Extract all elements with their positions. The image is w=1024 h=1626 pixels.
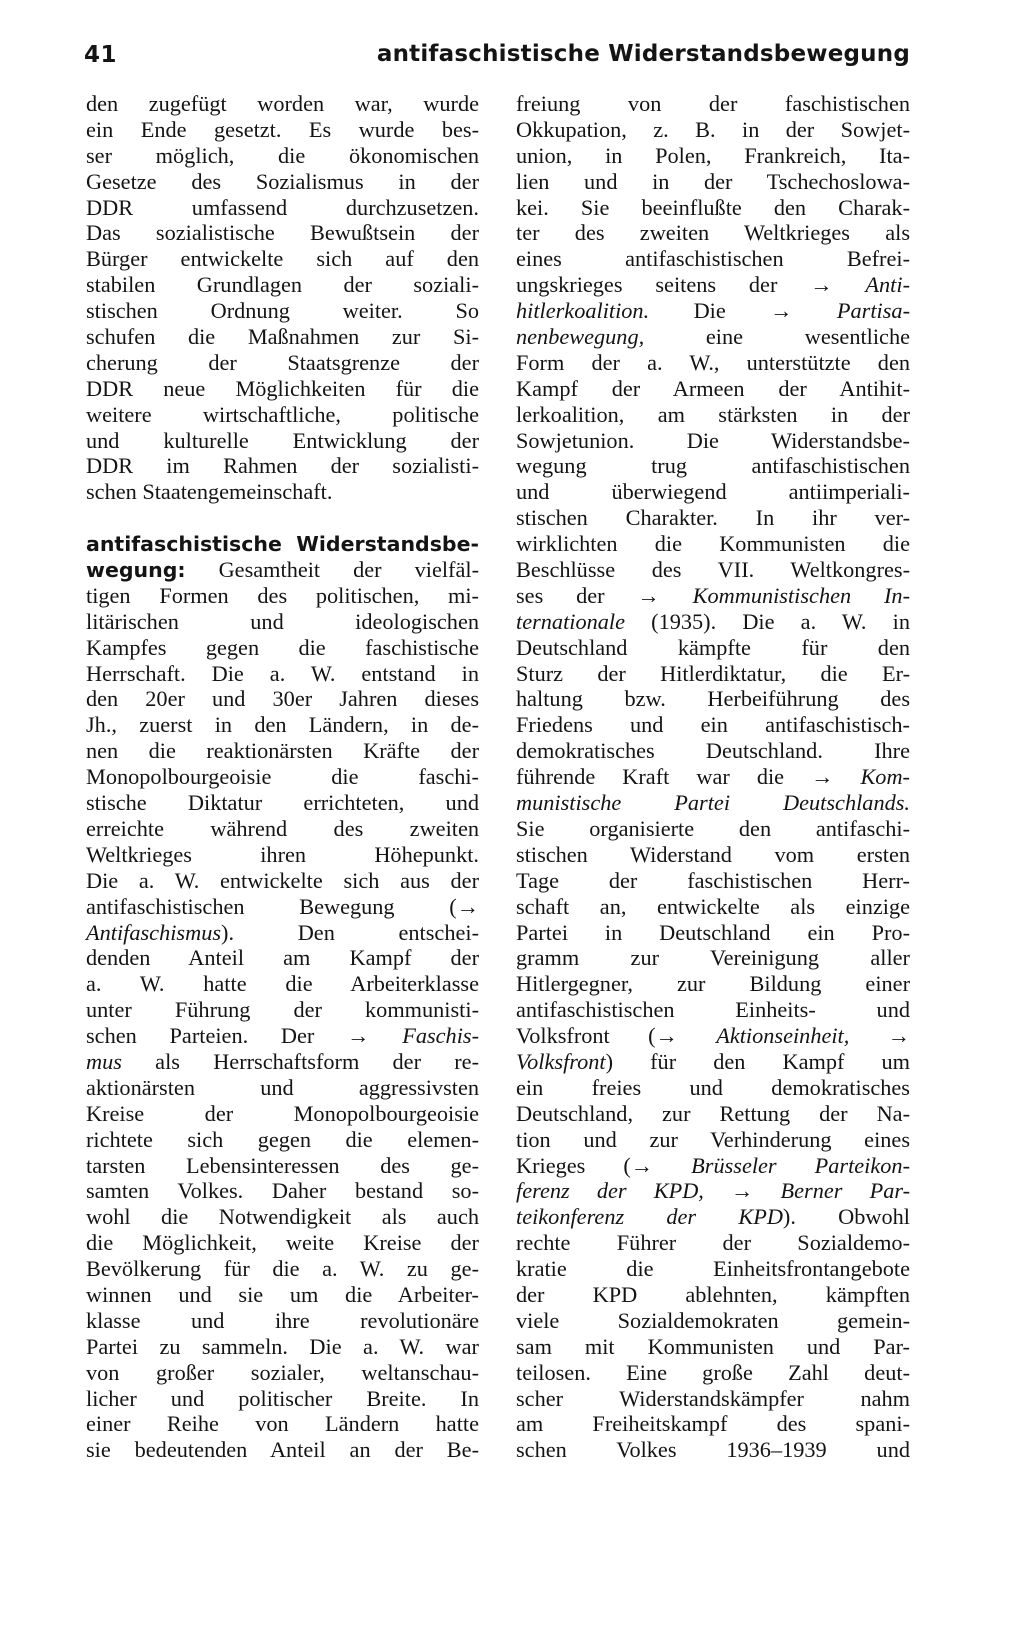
- text-line: [86, 945, 479, 971]
- text-run: erreichte während des zweiten: [86, 815, 479, 841]
- text-run: schaft an, entwickelte als einzige: [516, 893, 910, 919]
- text-line: [86, 686, 479, 712]
- text-run: Sturz der Hitlerdiktatur, die Er-: [516, 660, 910, 686]
- text-line: [86, 920, 479, 946]
- entry-term: wegung:: [86, 558, 186, 583]
- text-line: [86, 402, 479, 428]
- cross-reference: ternationale: [516, 608, 625, 634]
- text-line: [516, 1256, 910, 1282]
- text-line: [516, 1023, 910, 1049]
- text-line: [86, 350, 479, 376]
- text-run: klasse und ihre revolutionäre: [86, 1307, 479, 1333]
- text-line: [86, 117, 479, 143]
- text-run: Kampfes gegen die faschistische: [86, 634, 479, 660]
- text-line: [86, 738, 479, 764]
- text-run: schen Parteien. Der →: [86, 1023, 403, 1049]
- text-run: stischen Charakter. In ihr ver-: [516, 505, 910, 531]
- text-run: antifaschistischen Einheits- und: [516, 997, 910, 1023]
- text-line: [516, 1437, 910, 1463]
- running-title: antifaschistische Widerstandsbewegung: [376, 41, 910, 67]
- text-line: [86, 1334, 479, 1360]
- cross-reference: Partisa-: [836, 298, 910, 324]
- entry-term: antifaschistische Widerstandsbe-: [86, 532, 479, 557]
- text-line: [86, 272, 479, 298]
- text-run: stischen Ordnung weiter. So: [86, 298, 479, 324]
- text-run: Bürger entwickelte sich auf den: [86, 246, 479, 272]
- text-run: ungskrieges seitens der →: [516, 272, 866, 298]
- text-run: freiung von der faschistischen: [516, 91, 910, 116]
- text-line: [516, 738, 910, 764]
- text-line: [86, 143, 479, 169]
- text-run: antifaschistischen Bewegung (→: [86, 893, 479, 919]
- text-run: tion und zur Verhinderung eines: [516, 1126, 910, 1152]
- text-line: [86, 842, 479, 868]
- text-run: stischen Widerstand vom ersten: [516, 841, 910, 867]
- text-run: eines antifaschistischen Befrei-: [516, 246, 910, 272]
- text-line: [86, 1178, 479, 1204]
- text-run: wegung trug antifaschistischen: [516, 453, 910, 479]
- text-line: [516, 842, 910, 868]
- text-run: sie bedeutenden Anteil an der Be-: [86, 1437, 479, 1463]
- text-run: Die →: [649, 298, 837, 324]
- text-run: ). Den entschei-: [221, 919, 479, 945]
- text-line: [516, 117, 910, 143]
- text-line: [516, 1075, 910, 1101]
- cross-reference: hitlerkoalition.: [516, 298, 650, 324]
- cross-reference: munistische Partei Deutschlands.: [516, 790, 910, 816]
- text-run: Jh., zuerst in den Ländern, in de-: [86, 712, 479, 738]
- text-run: haltung bzw. Herbeiführung des: [516, 686, 910, 712]
- text-run: schufen die Maßnahmen zur Si-: [86, 324, 479, 350]
- text-line: [86, 1230, 479, 1256]
- text-run: Form der a. W., unterstützte den: [516, 349, 910, 375]
- text-run: ein Ende gesetzt. Es wurde bes-: [86, 116, 479, 142]
- text-line: [516, 143, 910, 169]
- text-line: [86, 1282, 479, 1308]
- text-run: tarsten Lebensinteressen des ge-: [86, 1152, 479, 1178]
- text-line: [516, 583, 910, 609]
- text-line: [516, 945, 910, 971]
- cross-reference: mus: [86, 1048, 122, 1074]
- text-run: die Möglichkeit, weite Kreise der: [86, 1230, 479, 1256]
- text-line: [86, 1256, 479, 1282]
- text-run: cherung der Staatsgrenze der: [86, 349, 479, 375]
- text-run: den zugefügt worden war, wurde: [86, 91, 479, 116]
- text-run: →: [703, 1178, 781, 1204]
- text-line: [86, 453, 479, 479]
- text-run: von großer sozialer, weltanschau-: [86, 1359, 479, 1385]
- text-line: [516, 453, 910, 479]
- text-run: gramm zur Vereinigung aller: [516, 945, 910, 971]
- cross-reference: Faschis-: [402, 1023, 479, 1049]
- text-line: [86, 868, 479, 894]
- text-run: Kreise der Monopolbourgeoisie: [86, 1100, 479, 1126]
- text-run: führende Kraft war die →: [516, 764, 861, 790]
- text-run: Friedens und ein antifaschistisch-: [516, 712, 910, 738]
- text-line: [516, 557, 910, 583]
- right-text-column: [516, 91, 910, 1463]
- text-line: [86, 1049, 479, 1075]
- text-line: [516, 997, 910, 1023]
- text-line: [86, 557, 479, 583]
- cross-reference: teikonferenz der KPD: [516, 1204, 783, 1230]
- text-line: [86, 609, 479, 635]
- text-run: demokratisches Deutschland. Ihre: [516, 738, 910, 764]
- text-run: richtete sich gegen die elemen-: [86, 1126, 479, 1152]
- text-run: ein freies und demokratisches: [516, 1074, 910, 1100]
- cross-reference: Volksfront: [516, 1048, 606, 1074]
- text-line: [516, 1127, 910, 1153]
- text-run: Beschlüsse des VII. Weltkongres-: [516, 557, 910, 583]
- text-line: [86, 169, 479, 195]
- text-line: [516, 1282, 910, 1308]
- text-line: [86, 220, 479, 246]
- text-run: union, in Polen, Frankreich, Ita-: [516, 142, 910, 168]
- text-run: lerkoalition, am stärksten in der: [516, 401, 910, 427]
- text-run: tigen Formen des politischen, mi-: [86, 582, 479, 608]
- text-line: [516, 971, 910, 997]
- text-run: ser möglich, die ökonomischen: [86, 142, 479, 168]
- text-line: [516, 920, 910, 946]
- text-run: der KPD ablehnten, kämpften: [516, 1281, 910, 1307]
- text-line: [516, 764, 910, 790]
- text-line: [86, 894, 479, 920]
- text-line: [516, 661, 910, 687]
- text-line: [516, 868, 910, 894]
- text-run: schen Staatengemeinschaft.: [86, 479, 333, 505]
- text-line: [516, 195, 910, 221]
- text-line: [516, 272, 910, 298]
- text-line: [516, 531, 910, 557]
- text-run: DDR neue Möglichkeiten für die: [86, 375, 479, 401]
- text-run: Krieges (→: [516, 1152, 692, 1178]
- text-run: eine wesentliche: [644, 324, 910, 350]
- text-run: Partei zu sammeln. Die a. W. war: [86, 1333, 479, 1359]
- text-line: [86, 298, 479, 324]
- text-run: stische Diktatur errichteten, und: [86, 790, 479, 816]
- text-run: rechte Führer der Sozialdemo-: [516, 1230, 910, 1256]
- text-line: [516, 246, 910, 272]
- text-line: [86, 764, 479, 790]
- text-line: [516, 635, 910, 661]
- text-run: Deutschland, zur Rettung der Na-: [516, 1100, 910, 1126]
- text-line: [86, 1023, 479, 1049]
- text-line: [86, 246, 479, 272]
- text-run: Kampf der Armeen der Antihit-: [516, 375, 910, 401]
- text-line: [86, 1127, 479, 1153]
- text-run: aktionärsten und aggressivsten: [86, 1074, 479, 1100]
- text-line: [86, 1075, 479, 1101]
- text-line: [516, 894, 910, 920]
- left-text-column: [86, 91, 479, 1463]
- cross-reference: Kommunistischen In-: [692, 582, 910, 608]
- text-run: Weltkrieges ihren Höhepunkt.: [86, 841, 479, 867]
- cross-reference: Brüsseler Parteikon-: [691, 1152, 910, 1178]
- text-line: [516, 1230, 910, 1256]
- text-line: [516, 505, 910, 531]
- running-head: [80, 38, 910, 78]
- text-line: [516, 1308, 910, 1334]
- text-line: [86, 195, 479, 221]
- text-run: Bevölkerung für die a. W. zu ge-: [86, 1256, 479, 1282]
- text-line: [86, 1153, 479, 1179]
- text-line: [516, 1411, 910, 1437]
- text-line: [516, 402, 910, 428]
- text-line: [86, 661, 479, 687]
- text-run: und kulturelle Entwicklung der: [86, 427, 479, 453]
- text-run: ses der →: [516, 582, 693, 608]
- text-line: [86, 376, 479, 402]
- text-run: kratie die Einheitsfrontangebote: [516, 1256, 910, 1282]
- text-run: DDR im Rahmen der sozialisti-: [86, 453, 479, 479]
- text-line: [86, 712, 479, 738]
- text-run: Monopolbourgeoisie die faschi-: [86, 764, 479, 790]
- text-line: [86, 1308, 479, 1334]
- text-run: wirklichten die Kommunisten die: [516, 531, 910, 557]
- text-run: kei. Sie beeinflußte den Charak-: [516, 194, 910, 220]
- text-line: [86, 997, 479, 1023]
- text-run: (1935). Die a. W. in: [625, 608, 910, 634]
- text-line: [516, 479, 910, 505]
- cross-reference: Kom-: [860, 764, 910, 790]
- paragraph-gap: [86, 505, 479, 531]
- text-line: [516, 428, 910, 454]
- text-line: [516, 1178, 910, 1204]
- text-line: [86, 324, 479, 350]
- cross-reference: nenbewegung,: [516, 324, 645, 350]
- text-run: lien und in der Tschechoslowa-: [516, 168, 910, 194]
- text-line: [516, 324, 910, 350]
- text-line: [516, 1386, 910, 1412]
- text-line: [516, 1101, 910, 1127]
- text-line: [516, 1204, 910, 1230]
- text-run: Sie organisierte den antifaschi-: [516, 815, 910, 841]
- text-line: [86, 428, 479, 454]
- text-run: als Herrschaftsform der re-: [121, 1048, 479, 1074]
- text-run: Gesetze des Sozialismus in der: [86, 168, 479, 194]
- text-line: [516, 609, 910, 635]
- text-run: Tage der faschistischen Herr-: [516, 867, 910, 893]
- text-line: [516, 91, 910, 117]
- text-run: wohl die Notwendigkeit als auch: [86, 1204, 479, 1230]
- text-line: [86, 816, 479, 842]
- text-line: [86, 1101, 479, 1127]
- text-line: [516, 1049, 910, 1075]
- text-run: Das sozialistische Bewußtsein der: [86, 220, 479, 246]
- text-run: einer Reihe von Ländern hatte: [86, 1411, 479, 1437]
- text-run: licher und politischer Breite. In: [86, 1385, 479, 1411]
- text-run: Gesamtheit der vielfäl-: [185, 557, 479, 583]
- text-line: [516, 1360, 910, 1386]
- text-run: Volksfront (→: [516, 1023, 717, 1049]
- text-run: Sowjetunion. Die Widerstandsbe-: [516, 427, 910, 453]
- text-line: [86, 1204, 479, 1230]
- text-line: [86, 635, 479, 661]
- text-run: viele Sozialdemokraten gemein-: [516, 1307, 910, 1333]
- text-line: [516, 298, 910, 324]
- page-number: 41: [84, 42, 118, 68]
- text-run: Herrschaft. Die a. W. entstand in: [86, 660, 479, 686]
- text-run: Okkupation, z. B. in der Sowjet-: [516, 116, 910, 142]
- text-line: [516, 376, 910, 402]
- text-run: und überwiegend antiimperiali-: [516, 479, 910, 505]
- cross-reference: Berner Par-: [780, 1178, 910, 1204]
- text-line: [86, 1437, 479, 1463]
- text-run: →: [849, 1023, 911, 1049]
- text-line: [516, 816, 910, 842]
- text-run: Partei in Deutschland ein Pro-: [516, 919, 910, 945]
- text-line: [86, 583, 479, 609]
- cross-reference: Anti-: [865, 272, 910, 298]
- text-run: sam mit Kommunisten und Par-: [516, 1333, 910, 1359]
- text-line: [516, 350, 910, 376]
- text-run: nen die reaktionärsten Kräfte der: [86, 738, 479, 764]
- text-line: [86, 1360, 479, 1386]
- text-run: stabilen Grundlagen der soziali-: [86, 272, 479, 298]
- text-line: [86, 531, 479, 557]
- cross-reference: Aktionseinheit,: [716, 1023, 850, 1049]
- cross-reference: Antifaschismus: [86, 919, 222, 945]
- text-run: DDR umfassend durchzusetzen.: [86, 194, 479, 220]
- text-line: [86, 1386, 479, 1412]
- text-line: [516, 790, 910, 816]
- text-run: samten Volkes. Daher bestand so-: [86, 1178, 479, 1204]
- text-run: weitere wirtschaftliche, politische: [86, 401, 479, 427]
- text-line: [86, 971, 479, 997]
- text-run: scher Widerstandskämpfer nahm: [516, 1385, 910, 1411]
- text-line: [516, 220, 910, 246]
- text-run: den 20er und 30er Jahren dieses: [86, 686, 479, 712]
- text-run: unter Führung der kommunisti-: [86, 997, 479, 1023]
- text-run: ). Obwohl: [782, 1204, 910, 1230]
- text-line: [86, 91, 479, 117]
- text-line: [86, 1411, 479, 1437]
- text-run: am Freiheitskampf des spani-: [516, 1411, 910, 1437]
- text-run: ) für den Kampf um: [605, 1048, 910, 1074]
- text-line: [516, 686, 910, 712]
- cross-reference: ferenz der KPD,: [516, 1178, 704, 1204]
- text-run: teilosen. Eine große Zahl deut-: [516, 1359, 910, 1385]
- text-line: [516, 1334, 910, 1360]
- text-run: schen Volkes 1936–1939 und: [516, 1437, 910, 1463]
- text-run: denden Anteil am Kampf der: [86, 945, 479, 971]
- text-run: winnen und sie um die Arbeiter-: [86, 1281, 479, 1307]
- text-run: ter des zweiten Weltkrieges als: [516, 220, 910, 246]
- text-line: [86, 790, 479, 816]
- text-line: [516, 712, 910, 738]
- text-run: a. W. hatte die Arbeiterklasse: [86, 971, 479, 997]
- text-run: litärischen und ideologischen: [86, 608, 479, 634]
- text-line: [86, 479, 479, 505]
- text-line: [516, 169, 910, 195]
- text-run: Deutschland kämpfte für den: [516, 634, 910, 660]
- text-run: Die a. W. entwickelte sich aus der: [86, 867, 479, 893]
- text-run: Hitlergegner, zur Bildung einer: [516, 971, 910, 997]
- text-line: [516, 1153, 910, 1179]
